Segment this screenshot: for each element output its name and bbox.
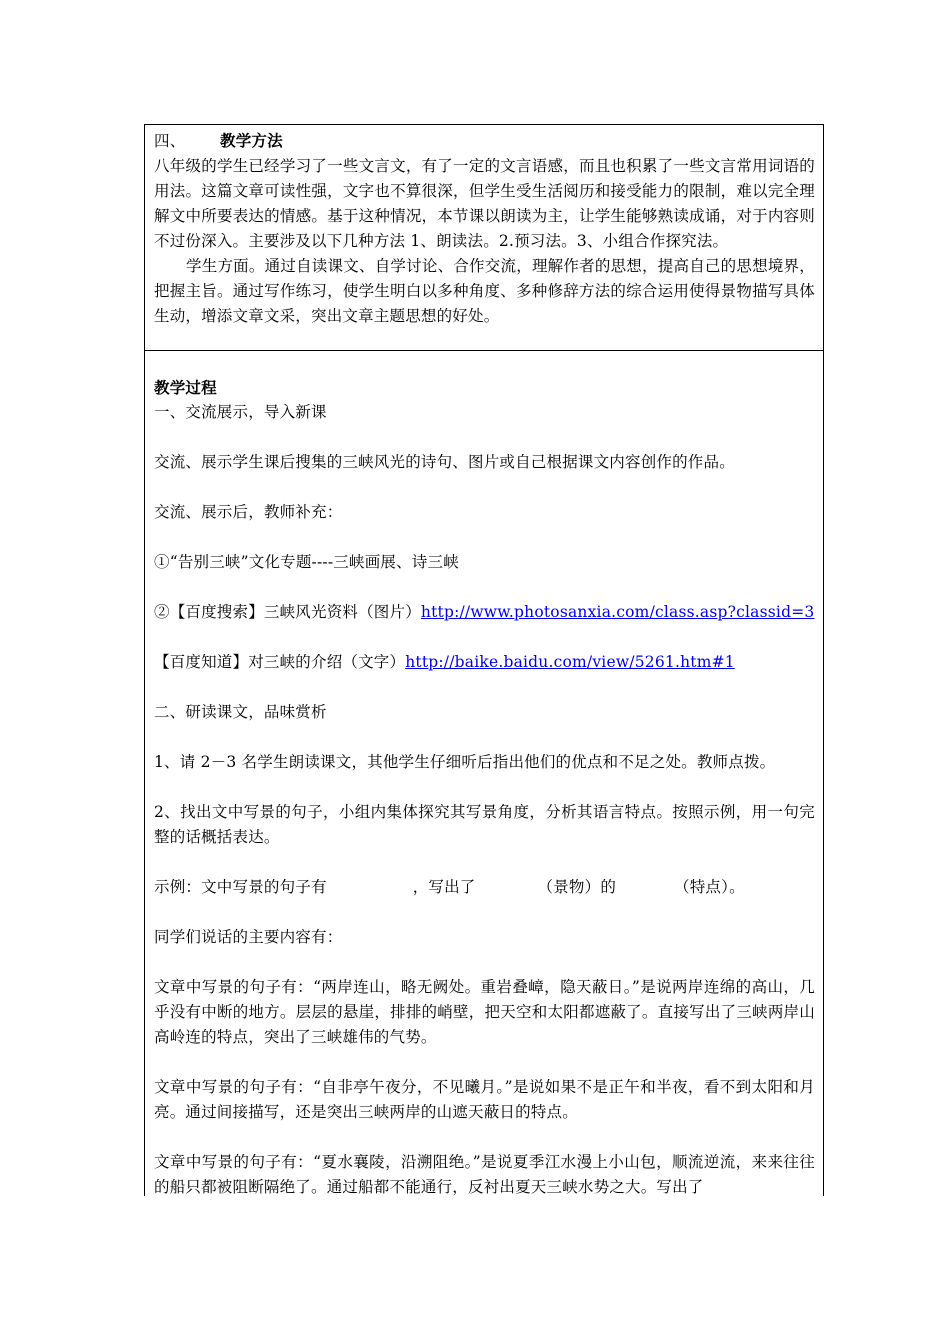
example-part-a: 示例：文中写景的句子有 [154,878,327,896]
answer-2: 文章中写景的句子有：“自非亭午夜分，不见曦月。”是说如果不是正午和半夜，看不到太阳和月亮。通过间接描写，还是突出三峡两岸的山遮天蔽日的特点。 [154,1078,815,1121]
teaching-process-cell [145,351,823,1197]
task-1: 1、请 2－3 名学生朗读课文，其他学生仔细听后指出他们的优点和不足之处。教师点拨。 [154,753,776,771]
process-title: 教学过程 [154,378,217,397]
resource-item-2-label: ②【百度搜索】三峡风光资料（图片） [154,603,421,621]
answer-1: 文章中写景的句子有：“两岸连山，略无阙处。重岩叠嶂，隐天蔽日。”是说两岸连绵的高山，几乎没有中断的地方。层层的悬崖，排排的峭壁，把天空和太阳都遮蔽了。直接写出了三峡两岸山高岭连的特点，突出了三峡雄伟的气势。 [154,978,815,1046]
step1-heading: 一、交流展示，导入新课 [154,403,327,421]
step1-text: 交流、展示学生课后搜集的三峡风光的诗句、图片或自己根据课文内容创作的作品。 [154,453,735,471]
photo-link[interactable]: http://www.photosanxia.com/class.asp?classid=3 [420,603,815,621]
resource-item-1: ①“告别三峡”文化专题----三峡画展、诗三峡 [154,553,459,571]
baike-link[interactable]: http://baike.baidu.com/view/5261.htm#1 [405,653,735,671]
step1-after: 交流、展示后，教师补充： [154,503,343,521]
resource-item-3 [154,650,815,675]
example-part-d: （特点）。 [674,878,745,896]
summary-intro: 同学们说话的主要内容有： [154,928,343,946]
example-part-c: （景物）的 [537,878,617,896]
section-heading [154,128,815,154]
task-2: 2、找出文中写景的句子，小组内集体探究其写景角度，分析其语言特点。按照示例，用一句完整的话概括表达。 [154,803,815,846]
teaching-method-cell [145,125,823,351]
example-sentence [154,875,815,900]
section-title: 教学方法 [220,131,283,150]
section-number: 四、 [154,132,186,150]
method-paragraph-2: 学生方面。通过自读课文、自学讨论、合作交流，理解作者的思想，提高自己的思想境界，把握主旨。通过写作练习，使学生明白以多种角度、多种修辞方法的综合运用使得景物描写具体生动，增添文章文采，突出文章主题思想的好处。 [154,257,815,325]
step2-heading: 二、研读课文，品味赏析 [154,703,327,721]
answer-3: 文章中写景的句子有：“夏水襄陵，沿溯阻绝。”是说夏季江水漫上小山包，顺流逆流，来来往往的船只都被阻断隔绝了。通过船都不能通行，反衬出夏天三峡水势之大。写出了 [154,1153,815,1196]
resource-item-2 [154,600,815,625]
lesson-plan-table [144,124,824,1196]
method-paragraph-1: 八年级的学生已经学习了一些文言文，有了一定的文言语感，而且也积累了一些文言常用词语的用法。这篇文章可读性强，文字也不算很深，但学生受生活阅历和接受能力的限制，难以完全理解文中所要表达的情感。基于这种情况，本节课以朗读为主，让学生能够熟读成诵，对于内容则不过份深入。主要涉及以下几种方法 1、朗读法。2.预习法。3、小组合作探究法。 [154,157,815,250]
resource-item-3-label: 【百度知道】对三峡的介绍（文字） [154,653,406,671]
example-part-b: ，写出了 [412,878,476,896]
